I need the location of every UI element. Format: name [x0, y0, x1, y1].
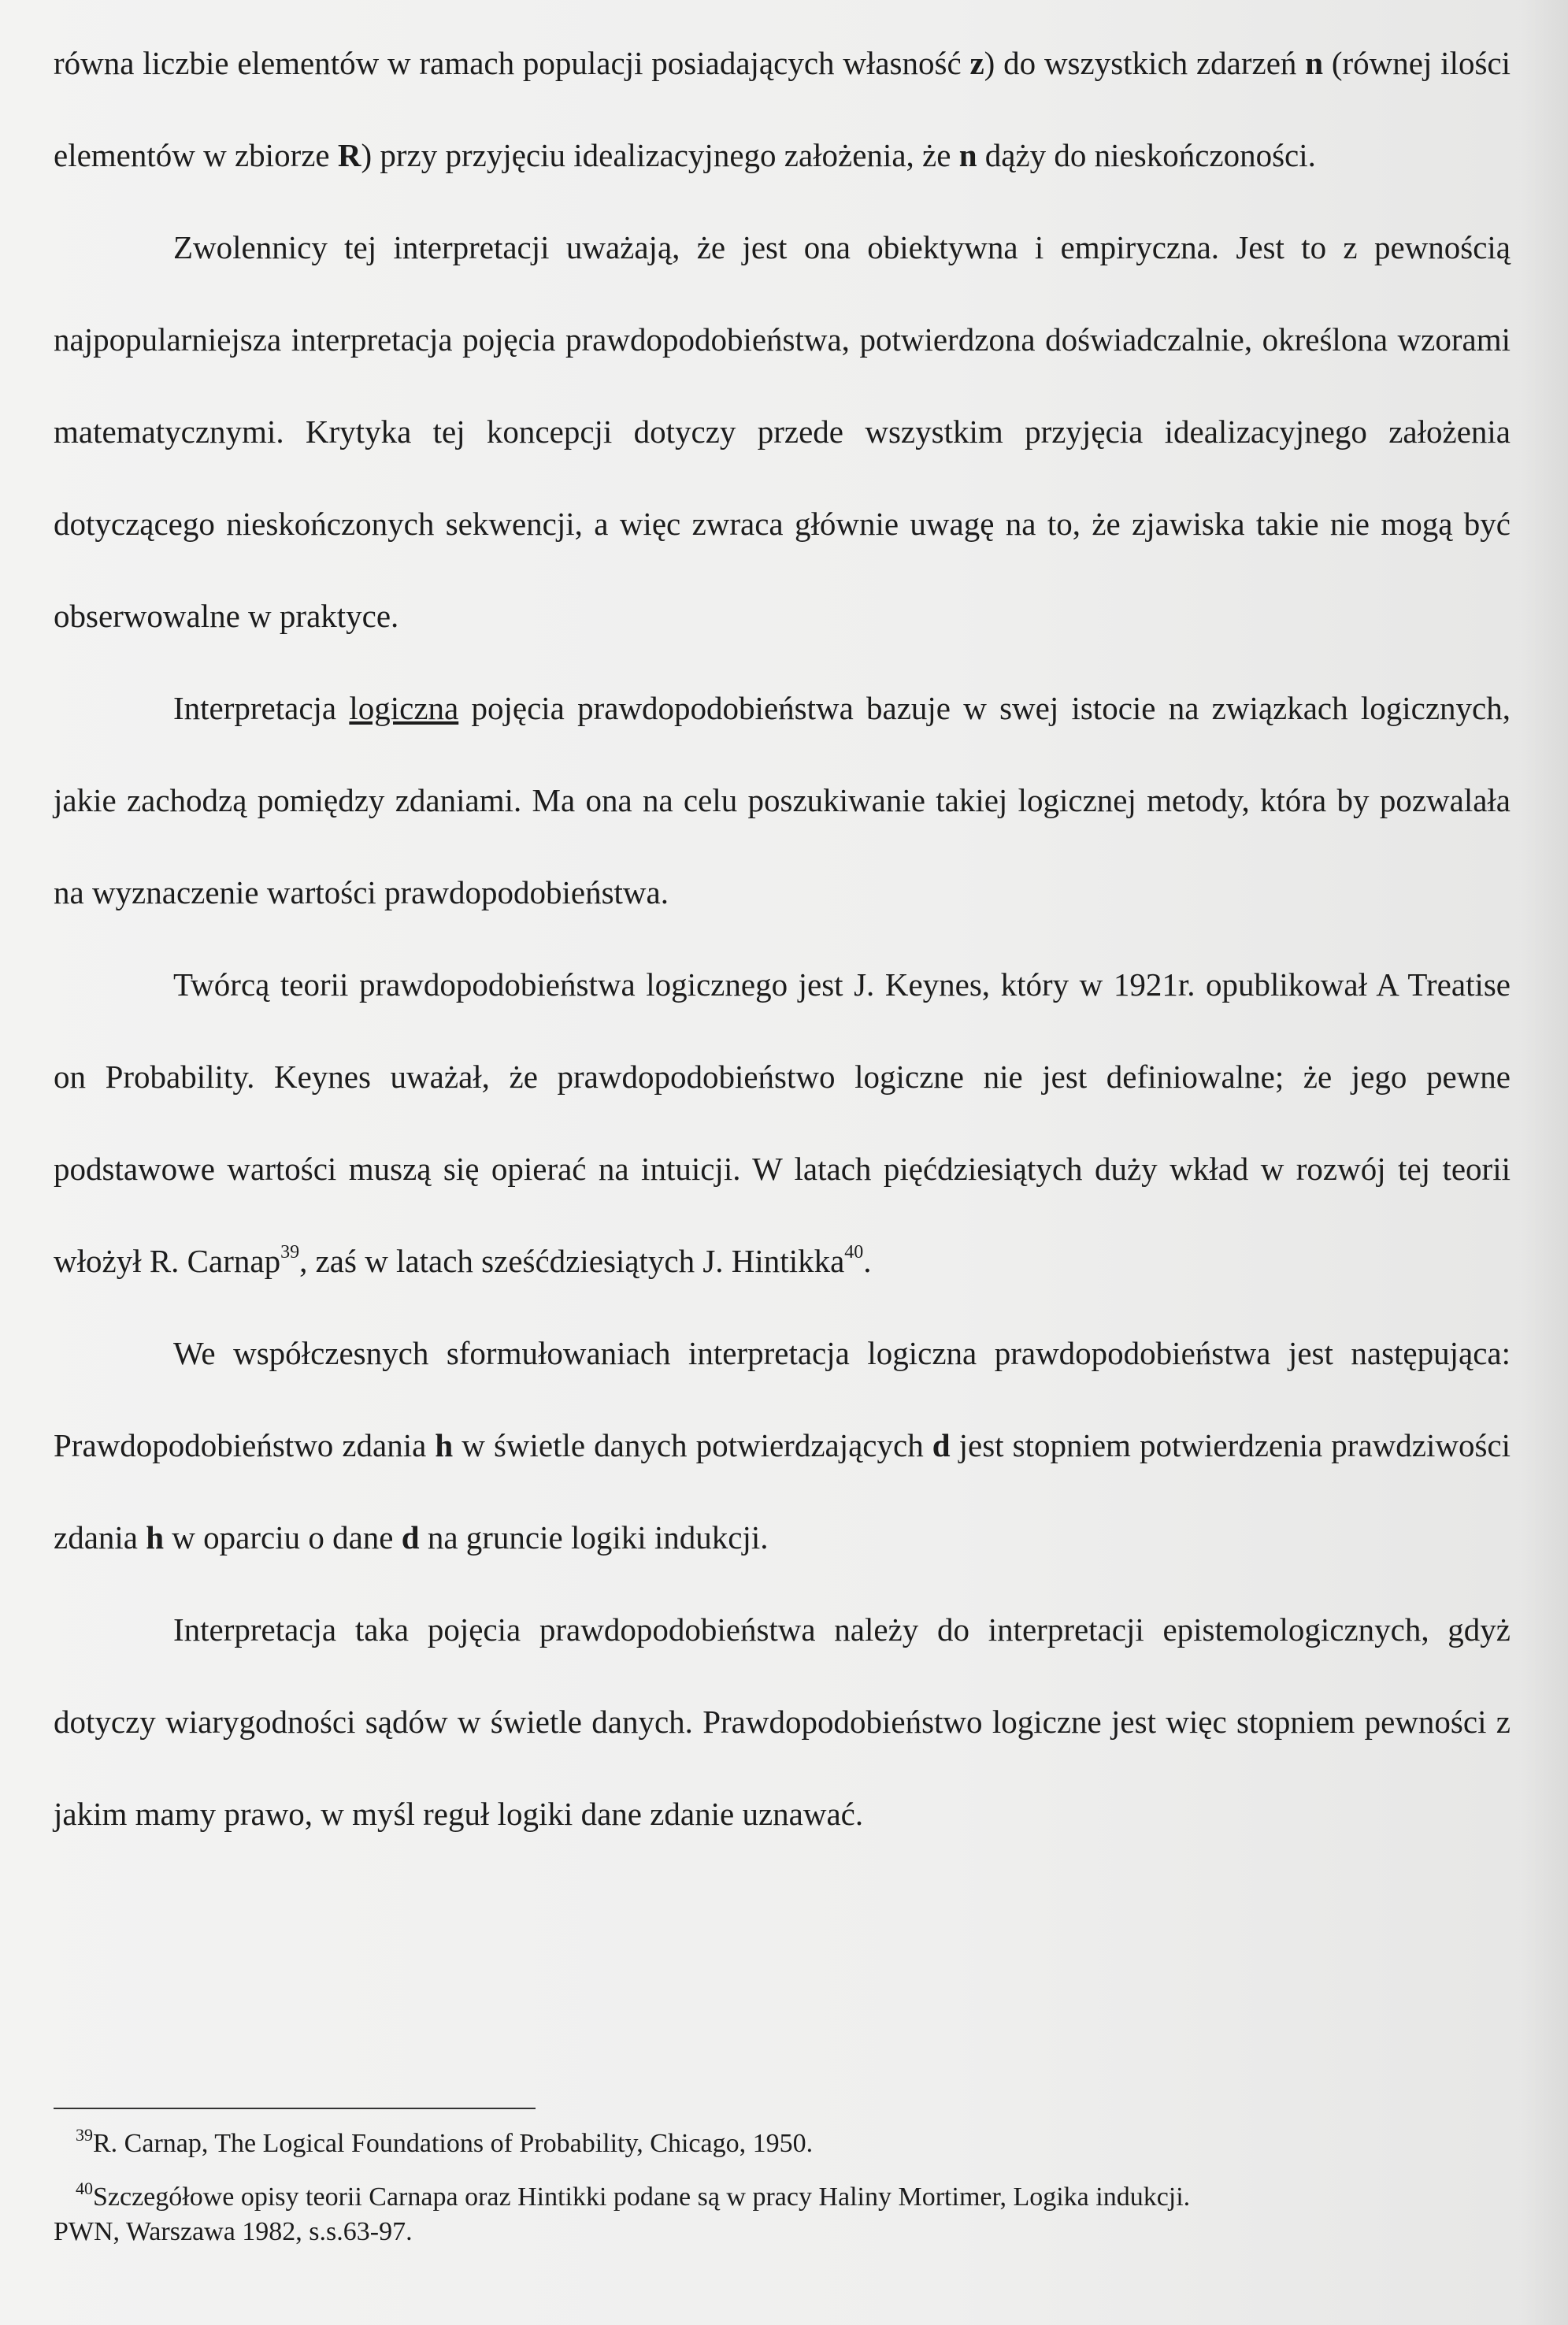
paragraph-epistemological	[54, 1584, 1511, 1860]
paragraph-modern-formulation	[54, 1307, 1511, 1584]
bold-term: R	[337, 137, 361, 173]
page-edge-shadow	[1521, 0, 1568, 2325]
footnote-40-continuation: PWN, Warszawa 1982, s.s.63-97.	[54, 2217, 413, 2246]
text-run: w oparciu o dane	[164, 1519, 402, 1556]
bold-term: d	[932, 1427, 951, 1463]
footnote-39-number: 39	[76, 2125, 93, 2145]
paragraph-logical-interpretation	[54, 662, 1511, 939]
text-run: (równej ilości elementów w zbiorze	[54, 45, 1511, 173]
paragraph-frequency-critique	[54, 202, 1511, 662]
text-run: Twórcą teorii prawdopodobieństwa logicznego jest J. Keynes, który w 1921r. opublikował A Treatise on Probability. Keynes uważał, że prawdopodobieństwo logiczne nie jest definiowalne; że jego pewne podstawowe wartości muszą się opierać na intuicji. W latach pięćdziesiątych duży wkład w rozwój tej teorii włożył R. Carnap	[54, 966, 1511, 1279]
paragraph-keynes-history	[54, 939, 1511, 1307]
bold-term: z	[969, 45, 984, 81]
text-run: Zwolennicy tej interpretacji uważają, że jest ona obiektywna i empiryczna. Jest to z pewnością najpopularniejsza interpretacja pojęcia prawdopodobieństwa, potwierdzona doświadczalnie, określona wzorami matematycznymi. Krytyka tej koncepcji dotyczy przede wszystkim przyjęcia idealizacyjnego założenia dotyczącego nieskończonych sekwencji, a więc zwraca głównie uwagę na to, że zjawiska takie nie mogą być obserwowalne w praktyce.	[54, 229, 1511, 634]
bold-term: n	[1305, 45, 1324, 81]
text-run: We współczesnych sformułowaniach interpretacja logiczna prawdopodobieństwa jest następująca: Prawdopodobieństwo zdania	[54, 1335, 1511, 1463]
text-run: dąży do nieskończoności.	[977, 137, 1316, 173]
underlined-term: logiczna	[349, 690, 459, 726]
text-run: jest stopniem potwierdzenia prawdziwości zdania	[54, 1427, 1511, 1556]
text-run: pojęcia prawdopodobieństwa bazuje w swej istocie na związkach logicznych, jakie zachodzą pomiędzy zdaniami. Ma ona na celu poszukiwanie takiej logicznej metody, która by pozwalała na wyznaczenie wartości prawdopodobieństwa.	[54, 690, 1511, 910]
text-run: w świetle danych potwierdzających	[453, 1427, 932, 1463]
footnote-40	[54, 2180, 1511, 2215]
bold-term: n	[958, 137, 977, 173]
text-run: , zaś w latach sześćdziesiątych J. Hintikka	[299, 1243, 845, 1279]
footnote-40-number: 40	[76, 2179, 93, 2198]
footnote-39-text: R. Carnap, The Logical Foundations of Probability, Chicago, 1950.	[93, 2129, 814, 2158]
footnote-ref: 39	[280, 1242, 300, 1263]
bold-term: d	[401, 1519, 420, 1556]
text-run: ) do wszystkich zdarzeń	[984, 45, 1306, 81]
text-run: Interpretacja taka pojęcia prawdopodobieństwa należy do interpretacji epistemologicznych, gdyż dotyczy wiarygodności sądów w świetle danych. Prawdopodobieństwo logiczne jest więc stopniem pewności z jakim mamy prawo, w myśl reguł logiki dane zdanie uznawać.	[54, 1611, 1511, 1832]
body-text	[54, 17, 1511, 1860]
text-run: na gruncie logiki indukcji.	[419, 1519, 769, 1556]
text-run: ) przy przyjęciu idealizacyjnego założenia, że	[361, 137, 959, 173]
text-run: Interpretacja	[173, 690, 350, 726]
footnotes	[54, 2127, 1511, 2249]
bold-term: h	[435, 1427, 454, 1463]
footnote-ref: 40	[844, 1242, 864, 1263]
footnote-40-text: Szczegółowe opisy teorii Carnapa oraz Hintikki podane są w pracy Haliny Mortimer, Logika indukcji.	[93, 2182, 1191, 2212]
text-run: równa liczbie elementów w ramach populacji posiadających własność	[54, 45, 970, 81]
bold-term: h	[146, 1519, 165, 1556]
footnote-39	[54, 2127, 1511, 2161]
footnote-separator	[54, 2108, 536, 2109]
text-run: .	[863, 1243, 872, 1279]
paragraph-continued	[54, 17, 1511, 202]
